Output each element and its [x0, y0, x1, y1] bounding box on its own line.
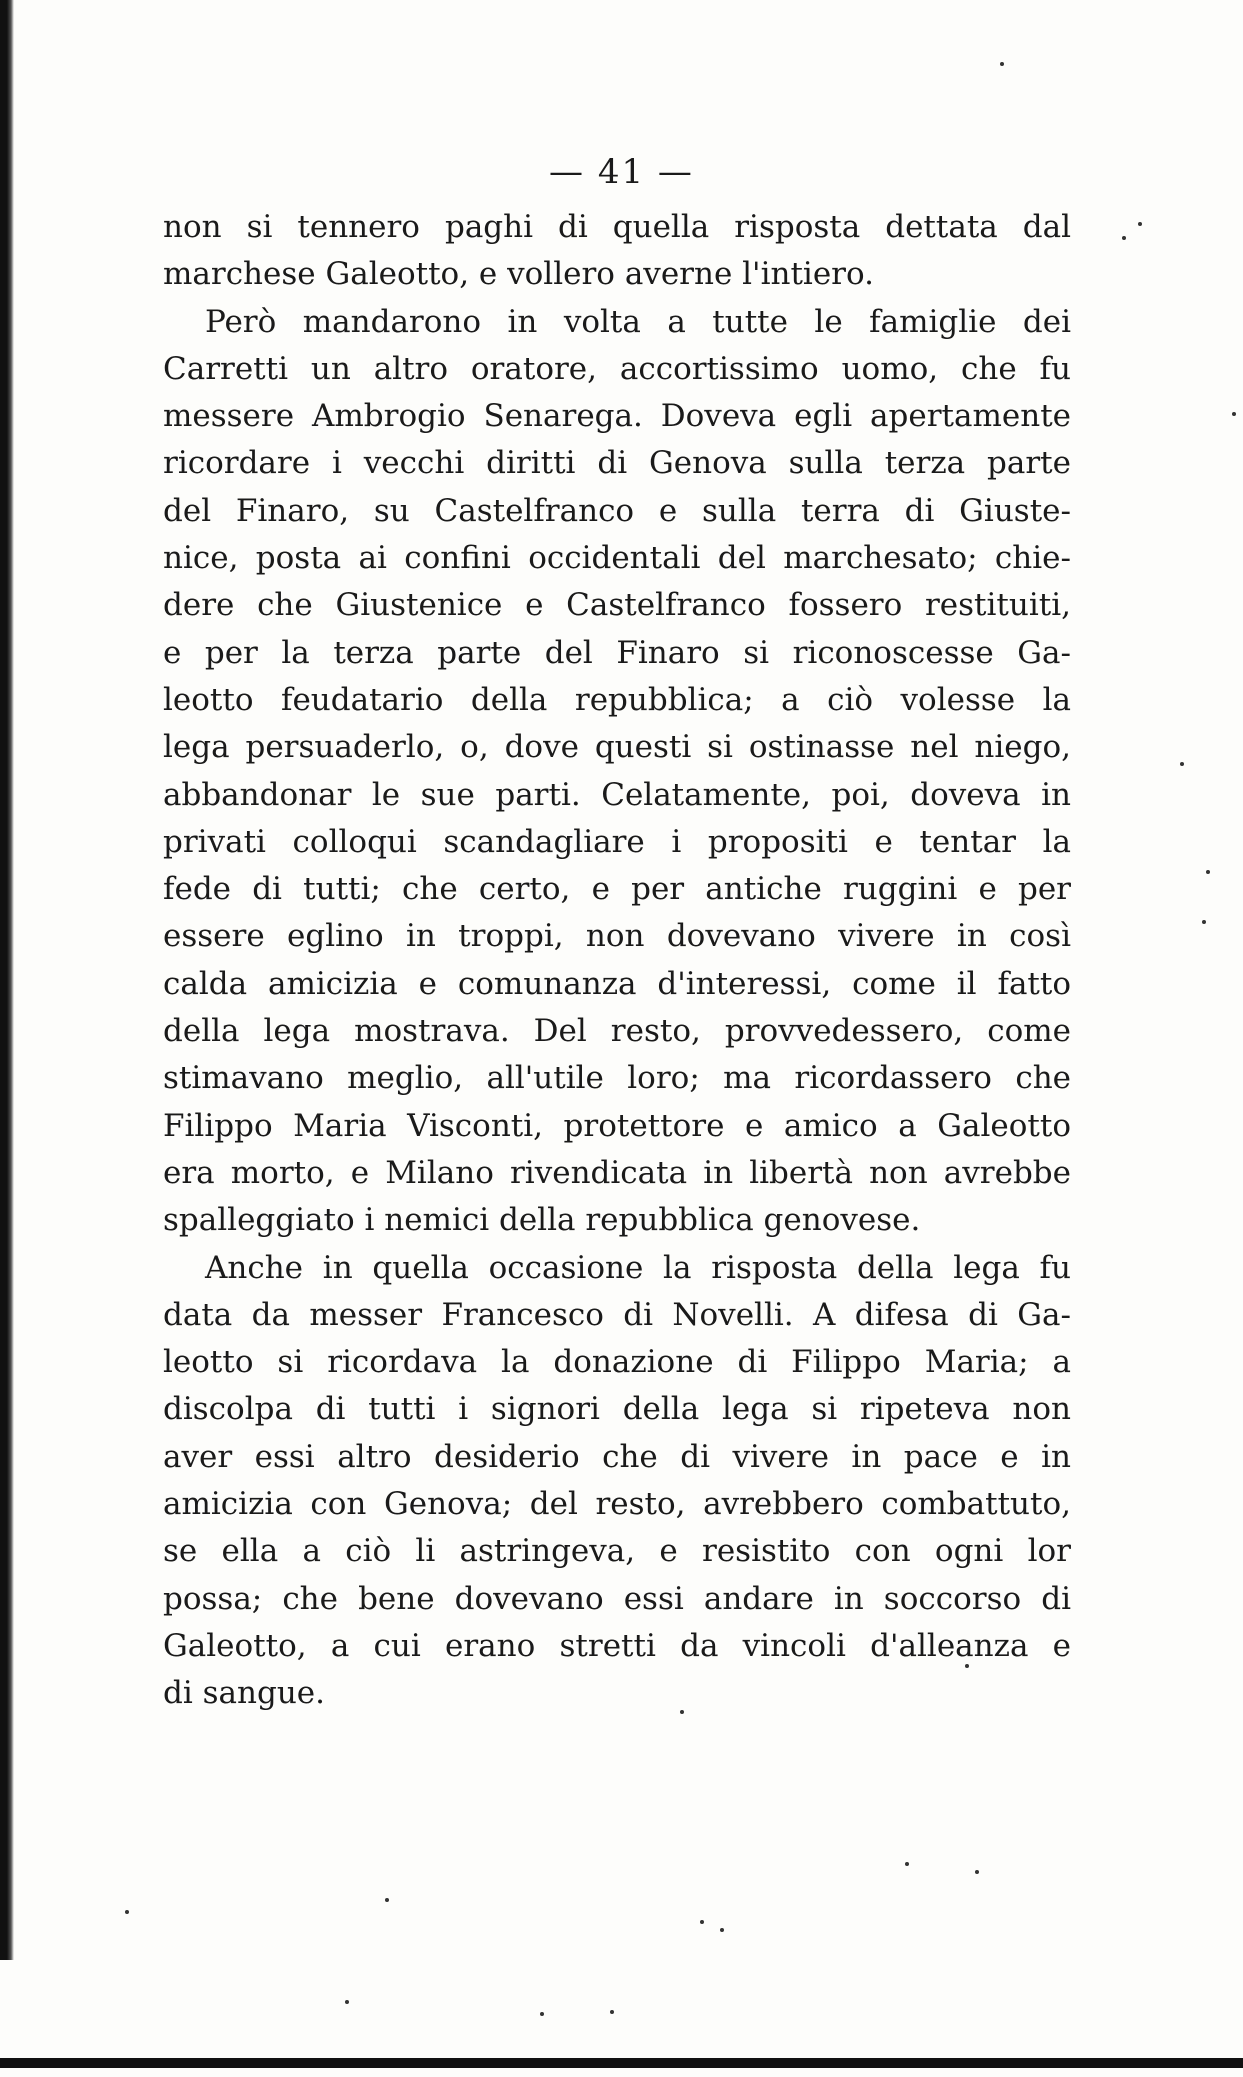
scan-speck	[720, 1928, 724, 1932]
text-line: fede di tutti; che certo, e per antiche ruggini e per	[163, 871, 1071, 908]
text-line: essere eglino in troppi, non dovevano vivere in così	[163, 918, 1071, 955]
text-line: discolpa di tutti i signori della lega si ripeteva non	[163, 1391, 1071, 1428]
text-line: ricordare i vecchi diritti di Genova sulla terza parte	[163, 445, 1071, 482]
text-line: amicizia con Genova; del resto, avrebbero combattuto,	[163, 1486, 1071, 1523]
scan-speck	[1206, 870, 1210, 874]
scan-speck	[1122, 236, 1126, 240]
text-line: data da messer Francesco di Novelli. A difesa di Ga-	[163, 1296, 1071, 1333]
text-line: Però mandarono in volta a tutte le famiglie dei	[205, 303, 1071, 340]
text-line: messere Ambrogio Senarega. Doveva egli apertamente	[163, 398, 1071, 435]
body-text	[163, 204, 1071, 1718]
text-line: era morto, e Milano rivendicata in libertà non avrebbe	[163, 1154, 1071, 1191]
scan-speck	[125, 1910, 129, 1914]
text-line: Galeotto, a cui erano stretti da vincoli d'alleanza e	[163, 1627, 1071, 1664]
text-line: dere che Giustenice e Castelfranco fossero restituiti,	[163, 587, 1071, 624]
text-line: lega persuaderlo, o, dove questi si ostinasse nel niego,	[163, 729, 1071, 766]
scan-speck	[385, 1898, 389, 1902]
text-line: Carretti un altro oratore, accortissimo uomo, che fu	[163, 350, 1071, 387]
text-line: leotto si ricordava la donazione di Filippo Maria; a	[163, 1344, 1071, 1381]
text-line: della lega mostrava. Del resto, provvedessero, come	[163, 1013, 1071, 1050]
text-line: abbandonar le sue parti. Celatamente, poi, doveva in	[163, 776, 1071, 813]
text-line: marchese Galeotto, e vollero averne l'intiero.	[163, 256, 874, 293]
scan-speck	[1232, 412, 1236, 416]
scan-speck	[1138, 222, 1142, 226]
scan-speck	[1180, 762, 1184, 766]
text-line: Anche in quella occasione la risposta della lega fu	[205, 1249, 1071, 1286]
scan-speck	[700, 1920, 704, 1924]
scan-speck	[680, 1710, 684, 1714]
scan-speck	[345, 2000, 349, 2004]
text-line: nice, posta ai confini occidentali del marchesato; chie-	[163, 540, 1071, 577]
scan-speck	[610, 2010, 614, 2014]
text-line: calda amicizia e comunanza d'interessi, come il fatto	[163, 965, 1071, 1002]
bottom-scan-border	[0, 2058, 1243, 2068]
text-line: spalleggiato i nemici della repubblica genovese.	[163, 1202, 921, 1239]
page-number: — 41 —	[549, 152, 694, 192]
scan-speck	[540, 2012, 544, 2016]
text-line: Filippo Maria Visconti, protettore e amico a Galeotto	[163, 1107, 1071, 1144]
text-line: privati colloqui scandagliare i propositi e tentar la	[163, 823, 1071, 860]
text-line: aver essi altro desiderio che di vivere in pace e in	[163, 1438, 1071, 1475]
scan-speck	[975, 1870, 979, 1874]
scan-speck	[905, 1862, 909, 1866]
scan-speck	[965, 1664, 969, 1668]
scan-speck	[1000, 62, 1004, 66]
scan-binding-edge	[0, 0, 14, 1960]
scan-speck	[1202, 920, 1206, 924]
text-line: possa; che bene dovevano essi andare in soccorso di	[163, 1580, 1071, 1617]
text-line: non si tennero paghi di quella risposta dettata dal	[163, 209, 1071, 245]
text-line: se ella a ciò li astringeva, e resistito con ogni lor	[163, 1533, 1071, 1570]
text-line: stimavano meglio, all'utile loro; ma ricordassero che	[163, 1060, 1071, 1097]
text-line: di sangue.	[163, 1675, 325, 1712]
text-line: del Finaro, su Castelfranco e sulla terra di Giuste-	[163, 492, 1071, 529]
text-line: e per la terza parte del Finaro si riconoscesse Ga-	[163, 634, 1071, 671]
text-line: leotto feudatario della repubblica; a ciò volesse la	[163, 681, 1071, 718]
